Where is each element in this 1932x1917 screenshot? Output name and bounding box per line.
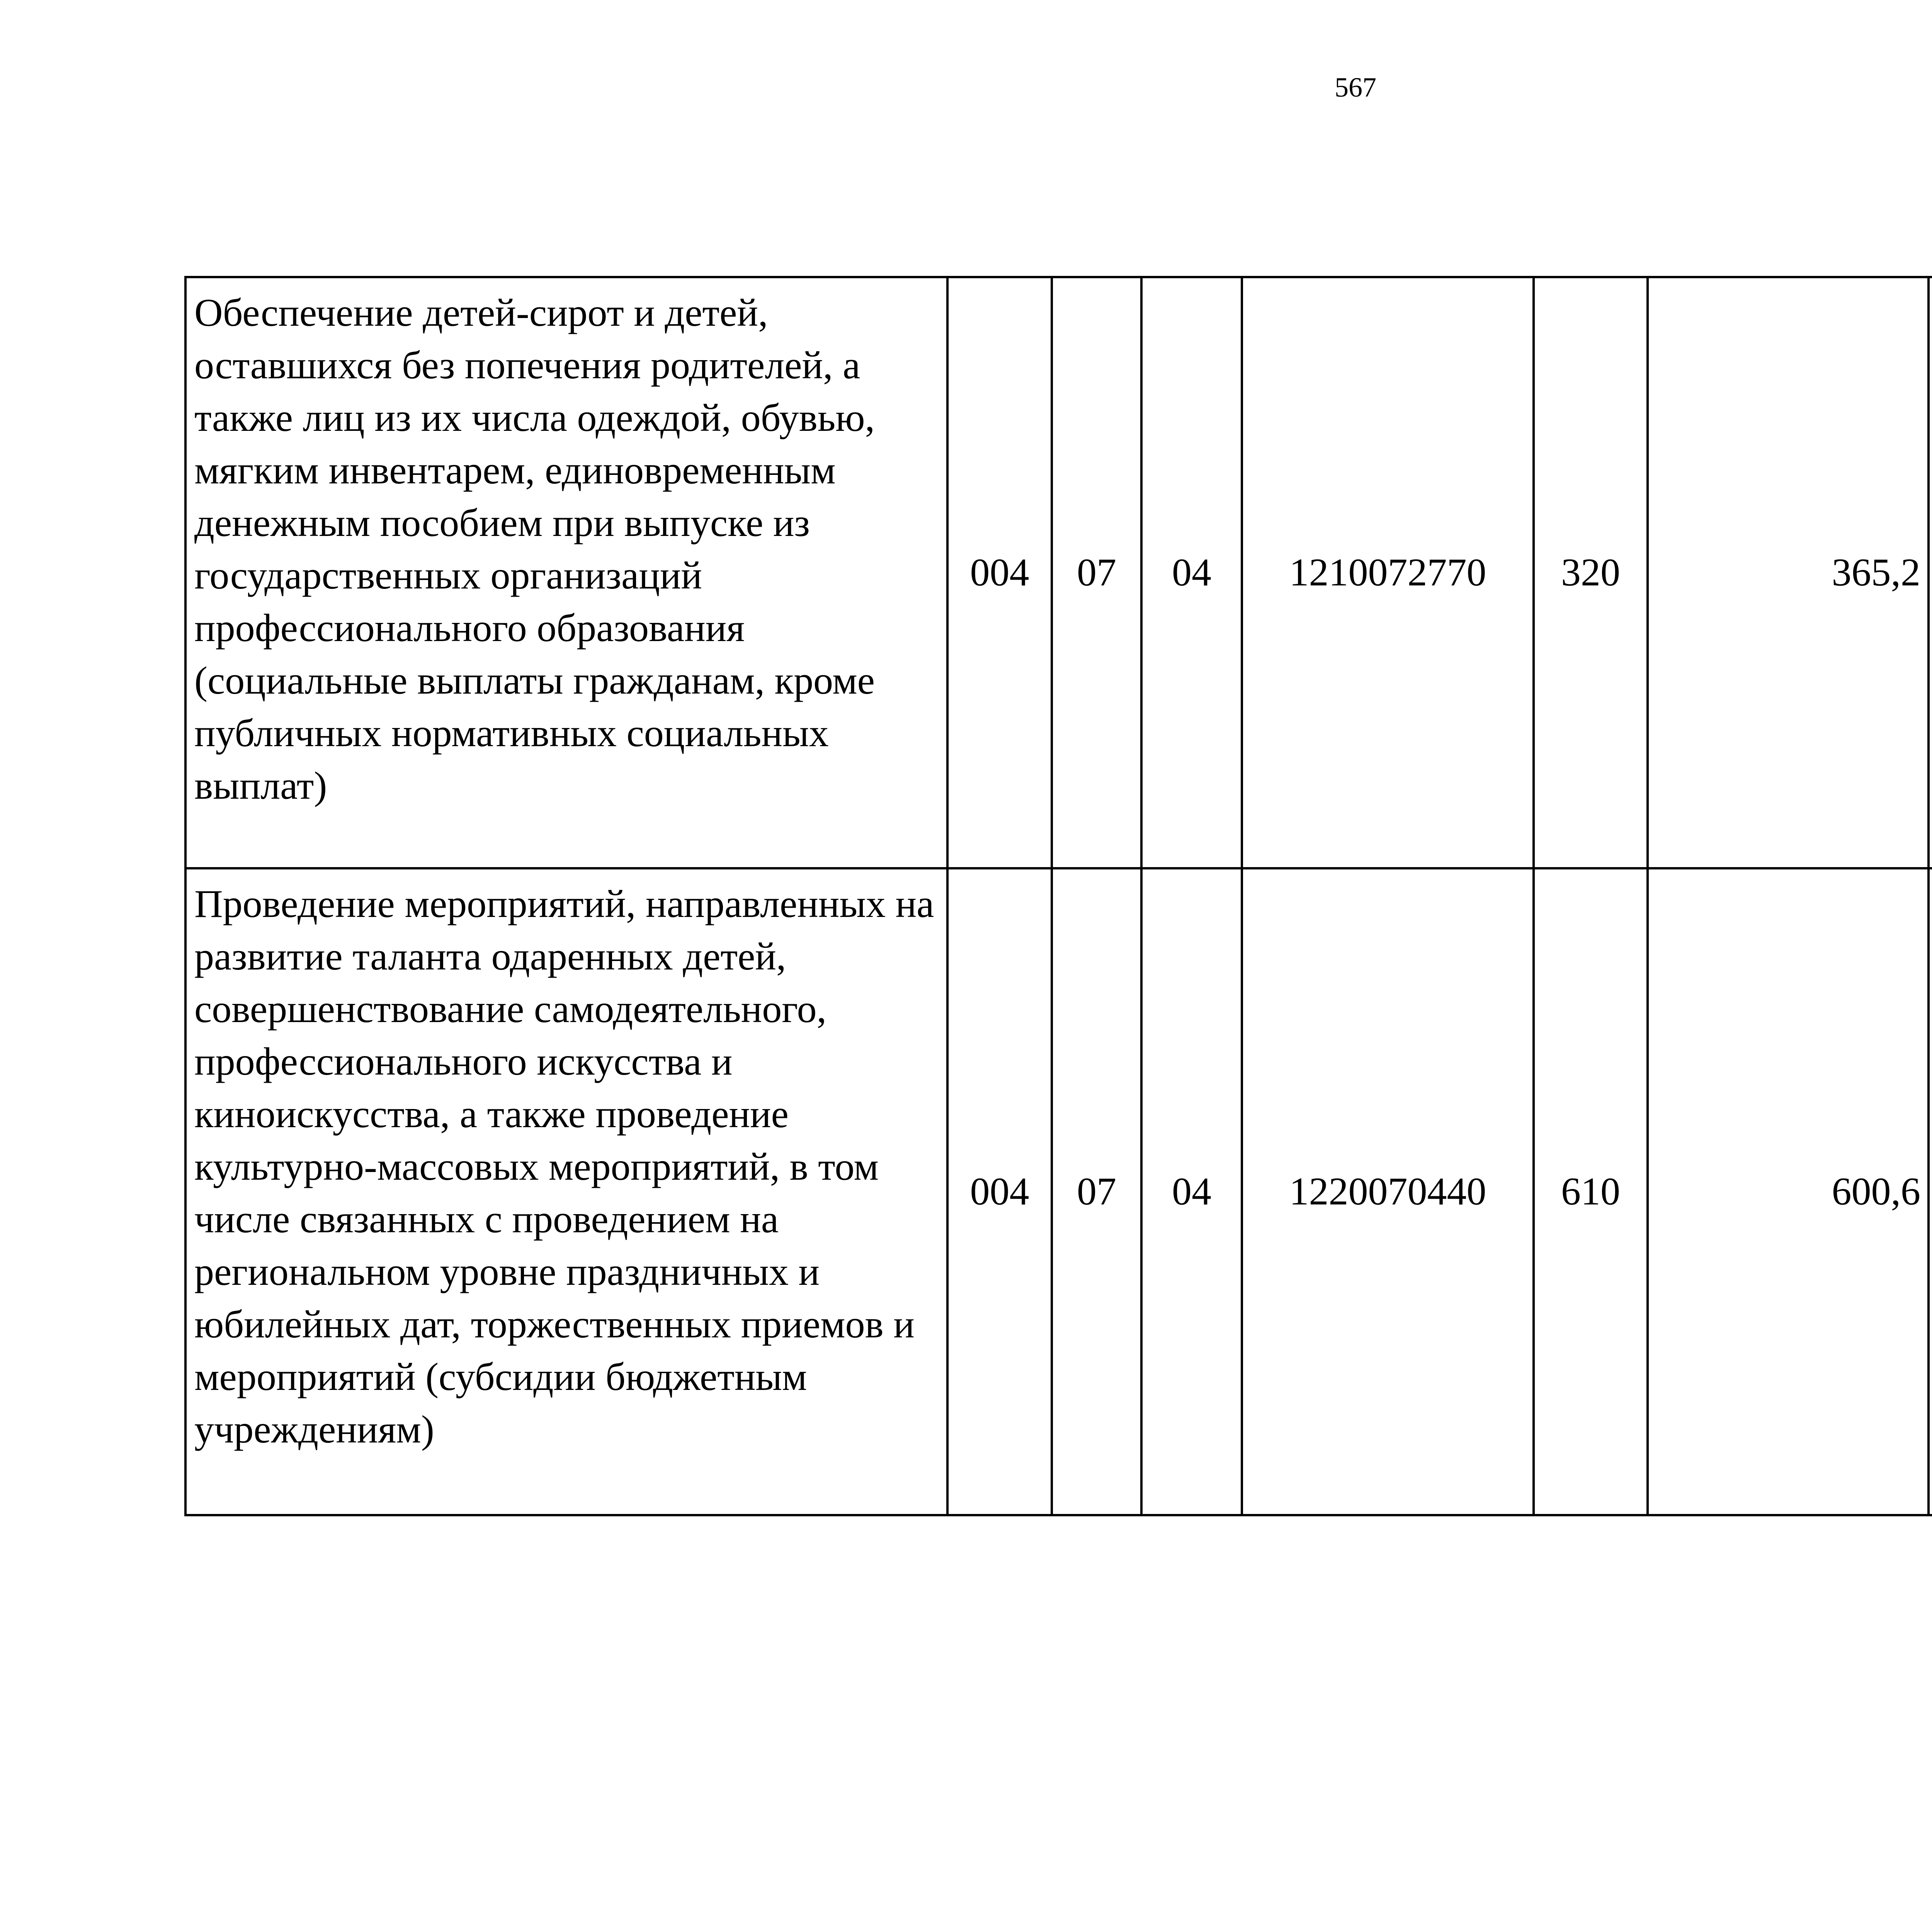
amount-year-1: 600,6 [1648, 868, 1929, 1515]
target-article-code: 1220070440 [1242, 868, 1534, 1515]
ministry-code: 004 [947, 868, 1052, 1515]
subsection-code: 04 [1141, 277, 1242, 868]
page-number: 567 [1335, 72, 1376, 103]
subsection-code: 04 [1141, 868, 1242, 1515]
amount-year-2 [1929, 868, 1932, 1515]
table-row [185, 277, 1932, 868]
ministry-code: 004 [947, 277, 1052, 868]
expense-type-code: 610 [1534, 868, 1648, 1515]
row-description: Проведение мероприятий, направленных на развитие таланта одаренных детей, совершенствование самодеятельного, профессионального искусства и киноискусства, а также проведение культурно-массовых мероприятий, в том числе связанных с проведением на региональном уровне праздничных и юбилейных дат, торжественных приемов и мероприятий (субсидии бюджетным учреждениям) [185, 868, 947, 1515]
section-code: 07 [1052, 277, 1141, 868]
table-row [185, 868, 1932, 1515]
amount-year-1: 365,2 [1648, 277, 1929, 868]
expense-type-code: 320 [1534, 277, 1648, 868]
amount-year-2 [1929, 277, 1932, 868]
row-description: Обеспечение детей-сирот и детей, оставшихся без попечения родителей, а также лиц из их числа одеждой, обувью, мягким инвентарем, единовременным денежным пособием при выпуске из государственных организаций профессионального образования (социальные выплаты гражданам, кроме публичных нормативных социальных выплат) [185, 277, 947, 868]
target-article-code: 1210072770 [1242, 277, 1534, 868]
budget-table [184, 276, 1932, 1516]
section-code: 07 [1052, 868, 1141, 1515]
